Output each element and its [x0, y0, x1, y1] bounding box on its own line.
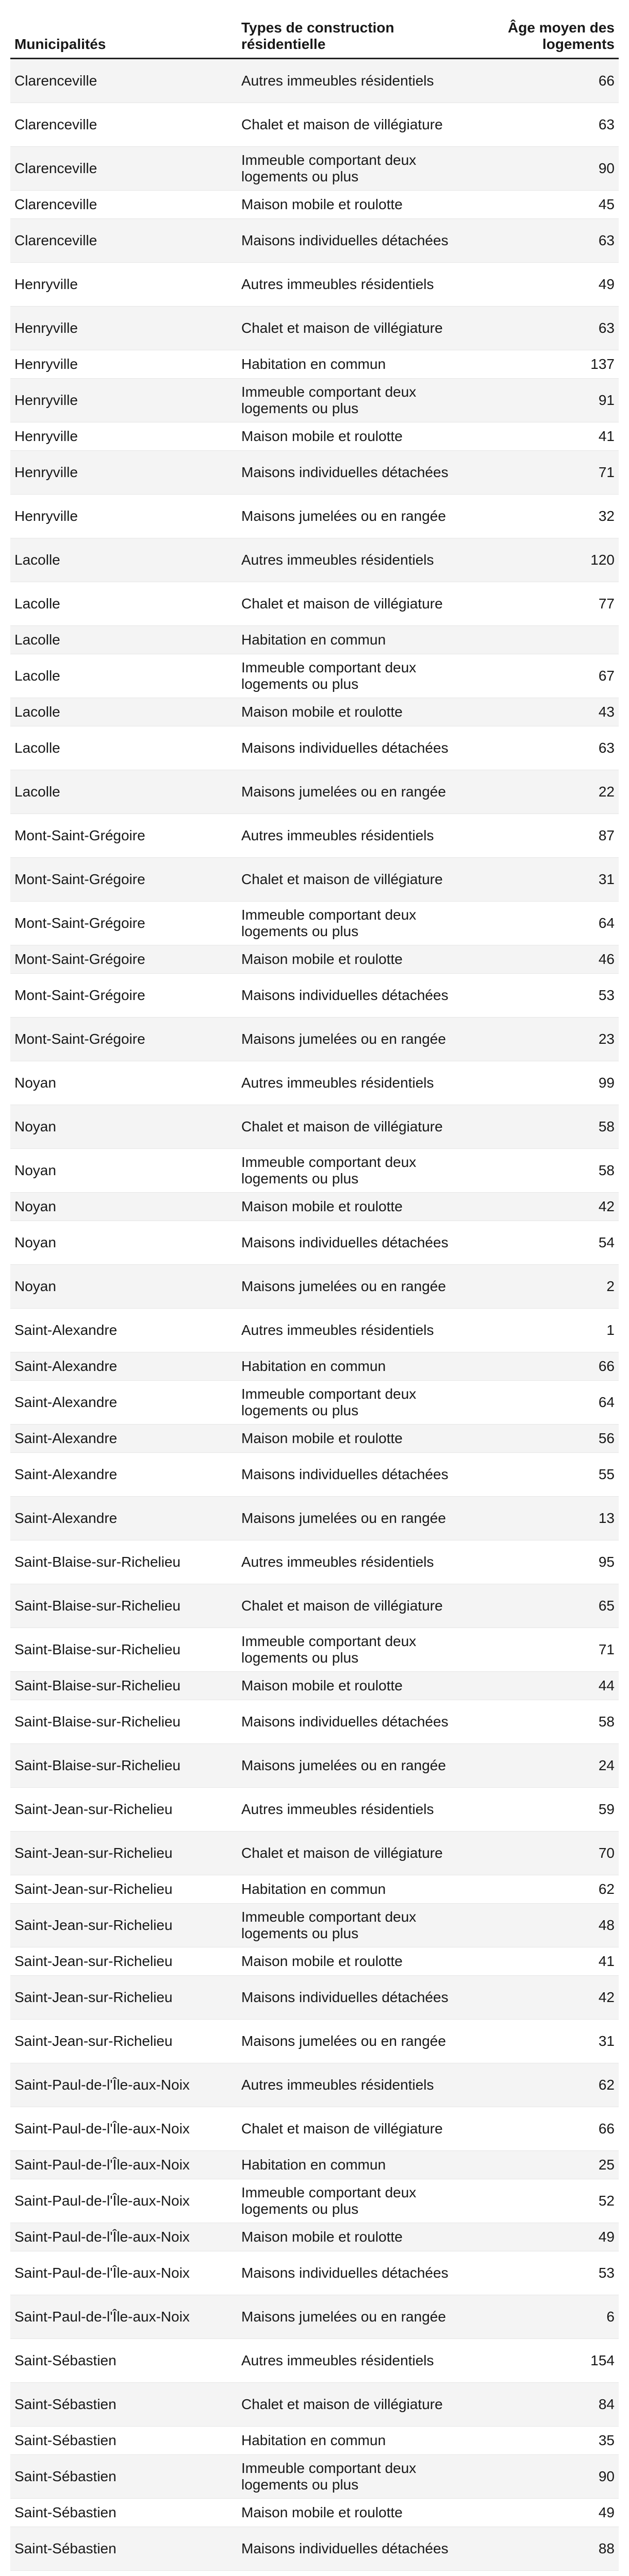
table-row — [10, 1018, 619, 1061]
table-row — [10, 1672, 619, 1700]
cell-age: 58 — [454, 1105, 619, 1149]
table-row — [10, 2107, 619, 2151]
cell-type: Maison mobile et roulotte — [237, 191, 454, 219]
cell-municipalite: Saint-Paul-de-l'Île-aux-Noix — [10, 2151, 237, 2179]
table-row — [10, 103, 619, 147]
cell-type: Chalet et maison de villégiature — [237, 2107, 454, 2151]
table-row — [10, 654, 619, 698]
cell-age: 71 — [454, 1628, 619, 1672]
cell-municipalite: Lacolle — [10, 626, 237, 654]
table-row — [10, 2527, 619, 2571]
table-row — [10, 1309, 619, 1352]
cell-type: Maison mobile et roulotte — [237, 1425, 454, 1453]
cell-type: Immeuble comportant deux logements ou plus — [237, 147, 454, 191]
cell-municipalite: Saint-Paul-de-l'Île-aux-Noix — [10, 2223, 237, 2251]
table-row — [10, 698, 619, 726]
cell-type: Autres immeubles résidentiels — [237, 1788, 454, 1832]
table-row — [10, 147, 619, 191]
cell-municipalite: Noyan — [10, 1193, 237, 1221]
cell-municipalite: Mont-Saint-Grégoire — [10, 974, 237, 1018]
table-row — [10, 307, 619, 350]
cell-type: Autres immeubles résidentiels — [237, 1061, 454, 1105]
cell-age: 65 — [454, 1584, 619, 1628]
cell-age: 44 — [454, 1672, 619, 1700]
table-row — [10, 495, 619, 538]
cell-age: 49 — [454, 2223, 619, 2251]
column-header-age[interactable]: Âge moyen des logements — [454, 15, 619, 59]
table-row — [10, 2151, 619, 2179]
cell-type: Immeuble comportant deux logements ou plus — [237, 379, 454, 422]
cell-municipalite: Saint-Alexandre — [10, 1381, 237, 1425]
cell-age: 95 — [454, 1540, 619, 1584]
cell-age: 56 — [454, 1425, 619, 1453]
cell-type: Maisons jumelées ou en rangée — [237, 770, 454, 814]
cell-age: 48 — [454, 1904, 619, 1947]
cell-age: 154 — [454, 2339, 619, 2383]
table-body — [10, 59, 619, 2576]
cell-municipalite: Mont-Saint-Grégoire — [10, 814, 237, 858]
cell-type: Habitation en commun — [237, 626, 454, 654]
cell-municipalite: Saint-Jean-sur-Richelieu — [10, 1976, 237, 2020]
cell-municipalite: Clarenceville — [10, 219, 237, 263]
cell-type — [237, 2571, 454, 2576]
cell-type: Immeuble comportant deux logements ou plus — [237, 1904, 454, 1947]
data-table — [10, 15, 619, 2576]
table-row — [10, 1265, 619, 1309]
cell-municipalite: Saint-Sébastien — [10, 2339, 237, 2383]
cell-type: Autres immeubles résidentiels — [237, 59, 454, 103]
table-row — [10, 726, 619, 770]
cell-municipalite: Mont-Saint-Grégoire — [10, 1018, 237, 1061]
cell-municipalite: Saint-Paul-de-l'Île-aux-Noix — [10, 2295, 237, 2339]
cell-age: 58 — [454, 1700, 619, 1744]
cell-type: Maisons jumelées ou en rangée — [237, 1497, 454, 1540]
cell-type: Autres immeubles résidentiels — [237, 263, 454, 307]
cell-type: Maisons individuelles détachées — [237, 451, 454, 495]
cell-municipalite: Lacolle — [10, 654, 237, 698]
cell-type: Maisons jumelées ou en rangée — [237, 1744, 454, 1788]
cell-municipalite: Lacolle — [10, 698, 237, 726]
cell-age: 62 — [454, 1875, 619, 1904]
cell-age: 45 — [454, 191, 619, 219]
cell-age: 66 — [454, 59, 619, 103]
cell-age: 23 — [454, 1018, 619, 1061]
cell-age: 2 — [454, 1265, 619, 1309]
cell-municipalite: Henryville — [10, 495, 237, 538]
cell-age: 90 — [454, 2455, 619, 2499]
table-row — [10, 1584, 619, 1628]
table-row — [10, 1352, 619, 1381]
cell-type: Maisons individuelles détachées — [237, 726, 454, 770]
cell-type: Immeuble comportant deux logements ou plus — [237, 654, 454, 698]
cell-municipalite: Saint-Jean-sur-Richelieu — [10, 1947, 237, 1976]
cell-municipalite: Saint-Sébastien — [10, 2499, 237, 2527]
cell-age: 55 — [454, 1453, 619, 1497]
cell-type: Maison mobile et roulotte — [237, 1672, 454, 1700]
cell-type: Chalet et maison de villégiature — [237, 858, 454, 902]
cell-municipalite: Saint-Sébastien — [10, 2427, 237, 2455]
cell-age: 41 — [454, 422, 619, 451]
cell-age: 25 — [454, 2151, 619, 2179]
table-row — [10, 1976, 619, 2020]
cell-municipalite: Saint-Blaise-sur-Richelieu — [10, 1744, 237, 1788]
cell-age: 63 — [454, 103, 619, 147]
cell-type: Chalet et maison de villégiature — [237, 582, 454, 626]
cell-municipalite: Saint-Alexandre — [10, 1309, 237, 1352]
cell-type: Maison mobile et roulotte — [237, 2499, 454, 2527]
table-row — [10, 59, 619, 103]
table-row — [10, 1425, 619, 1453]
cell-type: Maison mobile et roulotte — [237, 1193, 454, 1221]
cell-age: 99 — [454, 1061, 619, 1105]
cell-type: Maisons jumelées ou en rangée — [237, 2020, 454, 2063]
table-row — [10, 945, 619, 974]
cell-age: 42 — [454, 1193, 619, 1221]
cell-municipalite: Clarenceville — [10, 191, 237, 219]
table-row — [10, 1744, 619, 1788]
cell-age: 77 — [454, 582, 619, 626]
cell-type: Maisons individuelles détachées — [237, 1976, 454, 2020]
cell-type: Maisons individuelles détachées — [237, 2527, 454, 2571]
cell-municipalite: Noyan — [10, 1149, 237, 1193]
cell-type: Maison mobile et roulotte — [237, 422, 454, 451]
cell-age: 63 — [454, 307, 619, 350]
table-row — [10, 379, 619, 422]
cell-type: Maisons jumelées ou en rangée — [237, 2295, 454, 2339]
table-row — [10, 422, 619, 451]
cell-municipalite: Saint-Paul-de-l'Île-aux-Noix — [10, 2063, 237, 2107]
cell-municipalite: Clarenceville — [10, 103, 237, 147]
cell-age: 46 — [454, 945, 619, 974]
cell-municipalite: Henryville — [10, 307, 237, 350]
cell-municipalite: Noyan — [10, 1061, 237, 1105]
cell-type: Habitation en commun — [237, 1352, 454, 1381]
cell-municipalite: Henryville — [10, 350, 237, 379]
cell-municipalite: Lacolle — [10, 582, 237, 626]
cell-age: 24 — [454, 1744, 619, 1788]
cell-age: 54 — [454, 1221, 619, 1265]
cell-municipalite: Saint-Alexandre — [10, 1453, 237, 1497]
cell-municipalite: Saint-Paul-de-l'Île-aux-Noix — [10, 2251, 237, 2295]
cell-age: 32 — [454, 495, 619, 538]
cell-type: Habitation en commun — [237, 2427, 454, 2455]
table-row — [10, 2295, 619, 2339]
table-row — [10, 814, 619, 858]
cell-type: Immeuble comportant deux logements ou plus — [237, 1628, 454, 1672]
cell-type: Autres immeubles résidentiels — [237, 814, 454, 858]
cell-type: Immeuble comportant deux logements ou plus — [237, 902, 454, 945]
cell-type: Chalet et maison de villégiature — [237, 1832, 454, 1875]
cell-age: 64 — [454, 1381, 619, 1425]
table-row — [10, 1832, 619, 1875]
cell-municipalite: Henryville — [10, 451, 237, 495]
cell-age: 49 — [454, 263, 619, 307]
cell-age: 1 — [454, 1309, 619, 1352]
table-row — [10, 1788, 619, 1832]
table-row — [10, 219, 619, 263]
cell-type: Chalet et maison de villégiature — [237, 1105, 454, 1149]
cell-type: Autres immeubles résidentiels — [237, 2063, 454, 2107]
cell-municipalite: Lacolle — [10, 726, 237, 770]
cell-type: Habitation en commun — [237, 350, 454, 379]
cell-type: Maison mobile et roulotte — [237, 945, 454, 974]
cell-municipalite: Saint-Alexandre — [10, 1497, 237, 1540]
cell-type: Autres immeubles résidentiels — [237, 1309, 454, 1352]
cell-type: Maison mobile et roulotte — [237, 2223, 454, 2251]
column-header-types[interactable]: Types de construction résidentielle — [237, 15, 454, 59]
cell-type: Autres immeubles résidentiels — [237, 1540, 454, 1584]
cell-type: Maisons individuelles détachées — [237, 974, 454, 1018]
cell-municipalite: Lacolle — [10, 538, 237, 582]
cell-age: 31 — [454, 2020, 619, 2063]
cell-municipalite: Saint-Sébastien — [10, 2383, 237, 2427]
table-row — [10, 1381, 619, 1425]
table-row — [10, 2063, 619, 2107]
cell-age: 64 — [454, 902, 619, 945]
cell-type: Immeuble comportant deux logements ou plus — [237, 1149, 454, 1193]
cell-age — [454, 2571, 619, 2576]
cell-type: Maisons individuelles détachées — [237, 1221, 454, 1265]
cell-type: Chalet et maison de villégiature — [237, 1584, 454, 1628]
cell-municipalite: Saint-Alexandre — [10, 1425, 237, 1453]
cell-municipalite: Mont-Saint-Grégoire — [10, 945, 237, 974]
cell-age: 63 — [454, 726, 619, 770]
cell-municipalite: Saint-Blaise-sur-Richelieu — [10, 1700, 237, 1744]
cell-age: 49 — [454, 2499, 619, 2527]
cell-type: Maisons individuelles détachées — [237, 1453, 454, 1497]
cell-municipalite: Mont-Saint-Grégoire — [10, 858, 237, 902]
cell-municipalite: Henryville — [10, 379, 237, 422]
cell-age: 42 — [454, 1976, 619, 2020]
cell-municipalite: Saint-Jean-sur-Richelieu — [10, 1788, 237, 1832]
cell-municipalite: Saint-Blaise-sur-Richelieu — [10, 1628, 237, 1672]
cell-municipalite: Saint-Jean-sur-Richelieu — [10, 1875, 237, 1904]
cell-municipalite: Saint-Blaise-sur-Richelieu — [10, 1584, 237, 1628]
cell-type: Habitation en commun — [237, 2151, 454, 2179]
cell-age: 66 — [454, 2107, 619, 2151]
cell-age: 66 — [454, 1352, 619, 1381]
cell-municipalite: Henryville — [10, 422, 237, 451]
cell-type: Immeuble comportant deux logements ou plus — [237, 1381, 454, 1425]
cell-age: 84 — [454, 2383, 619, 2427]
cell-type: Immeuble comportant deux logements ou plus — [237, 2455, 454, 2499]
table-row — [10, 538, 619, 582]
table-row — [10, 263, 619, 307]
cell-municipalite: Saint-Blaise-sur-Richelieu — [10, 1540, 237, 1584]
cell-type: Habitation en commun — [237, 1875, 454, 1904]
table-row — [10, 2020, 619, 2063]
table-row — [10, 1193, 619, 1221]
cell-type: Maison mobile et roulotte — [237, 698, 454, 726]
cell-age: 63 — [454, 219, 619, 263]
cell-municipalite: Noyan — [10, 1265, 237, 1309]
table-row — [10, 191, 619, 219]
cell-type: Maisons individuelles détachées — [237, 2251, 454, 2295]
cell-age: 67 — [454, 654, 619, 698]
cell-type: Maisons individuelles détachées — [237, 1700, 454, 1744]
cell-age: 120 — [454, 538, 619, 582]
cell-age: 13 — [454, 1497, 619, 1540]
table-row — [10, 1497, 619, 1540]
cell-municipalite: Saint-Jean-sur-Richelieu — [10, 2020, 237, 2063]
cell-municipalite — [10, 2571, 237, 2576]
cell-age: 91 — [454, 379, 619, 422]
table-row — [10, 1105, 619, 1149]
table-row — [10, 902, 619, 945]
cell-municipalite: Saint-Sébastien — [10, 2455, 237, 2499]
table-row — [10, 2179, 619, 2223]
cell-municipalite: Clarenceville — [10, 59, 237, 103]
cell-municipalite: Lacolle — [10, 770, 237, 814]
cell-age — [454, 626, 619, 654]
table-row — [10, 2339, 619, 2383]
cell-type: Maisons jumelées ou en rangée — [237, 1018, 454, 1061]
cell-age: 87 — [454, 814, 619, 858]
cell-municipalite: Henryville — [10, 263, 237, 307]
table-row — [10, 2455, 619, 2499]
cell-municipalite: Noyan — [10, 1105, 237, 1149]
cell-age: 31 — [454, 858, 619, 902]
table-row — [10, 2251, 619, 2295]
cell-municipalite: Saint-Jean-sur-Richelieu — [10, 1904, 237, 1947]
cell-age: 90 — [454, 147, 619, 191]
table-row — [10, 582, 619, 626]
table-row — [10, 1149, 619, 1193]
cell-age: 41 — [454, 1947, 619, 1976]
table-row — [10, 1875, 619, 1904]
cell-age: 35 — [454, 2427, 619, 2455]
cell-type: Maison mobile et roulotte — [237, 1947, 454, 1976]
cell-age: 59 — [454, 1788, 619, 1832]
table-row — [10, 1453, 619, 1497]
cell-age: 53 — [454, 2251, 619, 2295]
table-row — [10, 2427, 619, 2455]
cell-age: 6 — [454, 2295, 619, 2339]
table-row — [10, 451, 619, 495]
cell-age: 70 — [454, 1832, 619, 1875]
cell-type: Maisons jumelées ou en rangée — [237, 495, 454, 538]
cell-type: Chalet et maison de villégiature — [237, 103, 454, 147]
cell-age: 53 — [454, 974, 619, 1018]
table-header-row — [10, 15, 619, 59]
cell-age: 71 — [454, 451, 619, 495]
table-row — [10, 1628, 619, 1672]
cell-municipalite: Saint-Jean-sur-Richelieu — [10, 1832, 237, 1875]
table-row — [10, 858, 619, 902]
table-row — [10, 350, 619, 379]
cell-municipalite: Saint-Paul-de-l'Île-aux-Noix — [10, 2107, 237, 2151]
cell-municipalite: Noyan — [10, 1221, 237, 1265]
cell-type: Autres immeubles résidentiels — [237, 2339, 454, 2383]
cell-age: 22 — [454, 770, 619, 814]
column-header-municipalites[interactable]: Municipalités — [10, 15, 237, 59]
cell-type: Chalet et maison de villégiature — [237, 2383, 454, 2427]
cell-municipalite: Clarenceville — [10, 147, 237, 191]
cell-type: Immeuble comportant deux logements ou plus — [237, 2179, 454, 2223]
cell-municipalite: Saint-Alexandre — [10, 1352, 237, 1381]
cell-municipalite: Saint-Paul-de-l'Île-aux-Noix — [10, 2179, 237, 2223]
cell-age: 43 — [454, 698, 619, 726]
table-row — [10, 2499, 619, 2527]
table-row — [10, 1540, 619, 1584]
table-row — [10, 626, 619, 654]
cell-age: 58 — [454, 1149, 619, 1193]
cell-age: 88 — [454, 2527, 619, 2571]
cell-municipalite: Mont-Saint-Grégoire — [10, 902, 237, 945]
table-row — [10, 1221, 619, 1265]
table-row — [10, 2383, 619, 2427]
cell-type: Maisons individuelles détachées — [237, 219, 454, 263]
table-row — [10, 770, 619, 814]
cell-age: 62 — [454, 2063, 619, 2107]
table-row — [10, 1700, 619, 1744]
cell-type: Maisons jumelées ou en rangée — [237, 1265, 454, 1309]
table-row — [10, 2571, 619, 2576]
cell-age: 52 — [454, 2179, 619, 2223]
cell-municipalite: Saint-Sébastien — [10, 2527, 237, 2571]
table-row — [10, 1947, 619, 1976]
table-row — [10, 1061, 619, 1105]
table-row — [10, 1904, 619, 1947]
cell-age: 137 — [454, 350, 619, 379]
table-row — [10, 2223, 619, 2251]
table-row — [10, 974, 619, 1018]
cell-type: Chalet et maison de villégiature — [237, 307, 454, 350]
cell-type: Autres immeubles résidentiels — [237, 538, 454, 582]
cell-municipalite: Saint-Blaise-sur-Richelieu — [10, 1672, 237, 1700]
